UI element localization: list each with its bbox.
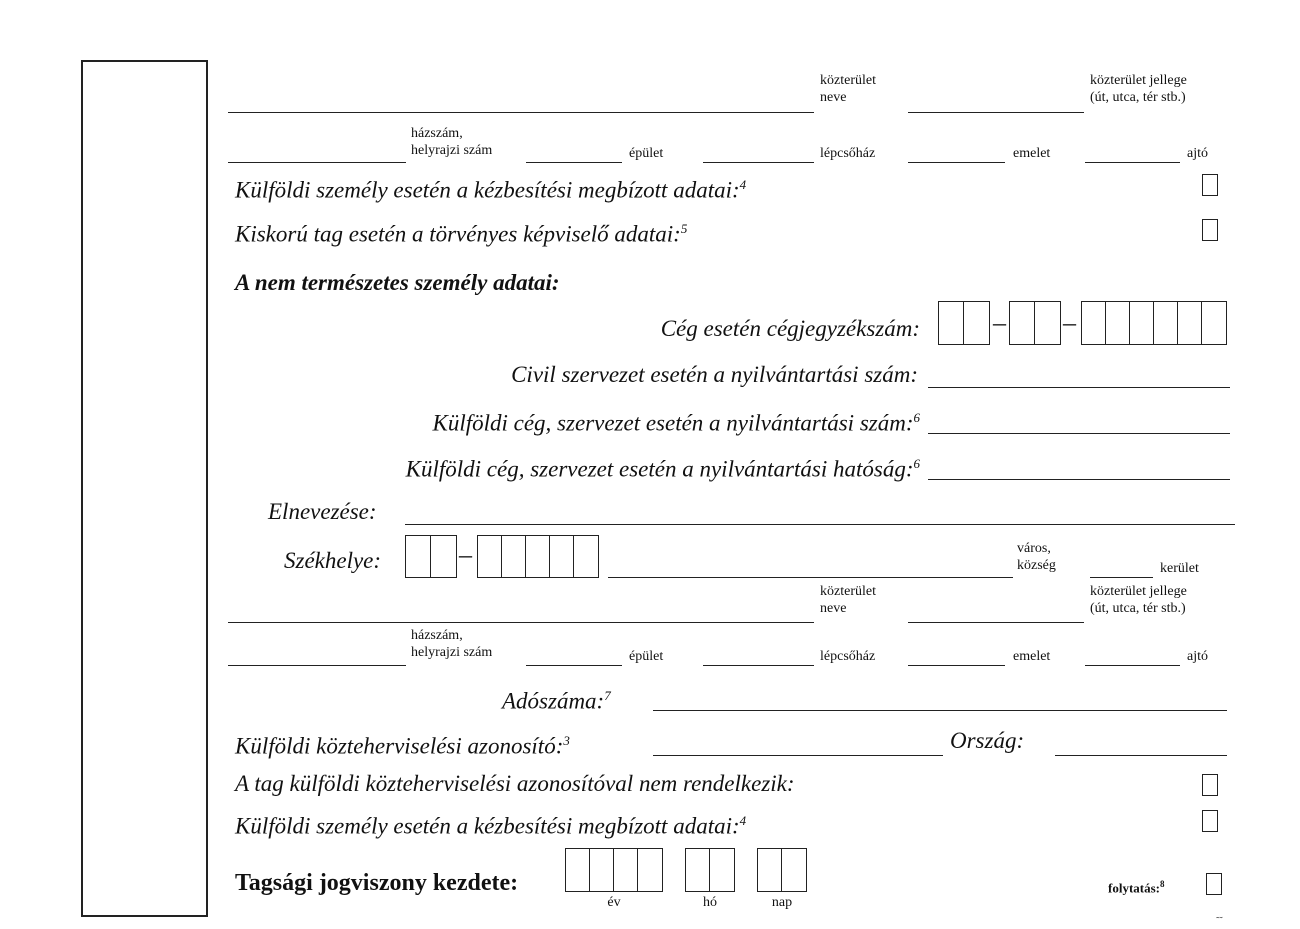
company-reg-number-boxes[interactable]	[1081, 301, 1227, 345]
company-registration-label: Cég esetén cégjegyzékszám:	[660, 316, 920, 341]
foreign-reg-authority-line[interactable]	[928, 479, 1230, 480]
company-reg-form-boxes[interactable]	[1009, 301, 1061, 345]
floor-line-2[interactable]	[908, 665, 1005, 666]
no-foreign-tax-id-label: A tag külföldi közteherviselési azonosítóval nem rendelkezik:	[235, 771, 795, 796]
district-line[interactable]	[1090, 577, 1153, 578]
continuation-checkbox[interactable]	[1206, 873, 1222, 895]
membership-day-boxes[interactable]	[757, 848, 807, 892]
seat-country-boxes[interactable]	[405, 535, 457, 578]
tax-number-line[interactable]	[653, 710, 1227, 711]
floor-line[interactable]	[908, 162, 1005, 163]
delivery-agent-checkbox-2[interactable]	[1202, 810, 1218, 832]
street-name-caption-2: közterület neve	[820, 584, 876, 616]
name-line[interactable]	[405, 524, 1235, 525]
foreign-reg-number-line[interactable]	[928, 433, 1230, 434]
country-line[interactable]	[1055, 755, 1227, 756]
staircase-caption: lépcsőház	[820, 146, 876, 161]
door-caption: ajtó	[1187, 146, 1208, 161]
building-line-2[interactable]	[526, 665, 622, 666]
staircase-line[interactable]	[703, 162, 814, 163]
minor-representative-checkbox[interactable]	[1202, 219, 1218, 241]
street-name-line[interactable]	[228, 112, 814, 113]
tax-number-label: Adószáma:$^7$	[502, 688, 611, 714]
seat-label: Székhelye:	[284, 548, 382, 573]
building-caption-2: épület	[629, 649, 664, 664]
seat-postcode-boxes[interactable]	[477, 535, 599, 578]
year-caption: év	[607, 895, 621, 910]
country-label: Ország:	[950, 728, 1025, 753]
house-number-line[interactable]	[228, 162, 406, 163]
street-type-caption-2: közterület jellege (út, utca, tér stb.)	[1090, 584, 1187, 616]
civil-org-number-label: Civil szervezet esetén a nyilvántartási szám:	[511, 362, 918, 387]
seat-city-line[interactable]	[608, 577, 1013, 578]
legal-entity-heading: A nem természetes személy adatai:	[235, 270, 560, 295]
company-reg-dash-1: –	[993, 308, 1006, 337]
company-reg-court-boxes[interactable]	[938, 301, 990, 345]
foreign-reg-number-label: Külföldi cég, szervezet esetén a nyilvántartási szám:$^6$	[432, 410, 920, 436]
building-line[interactable]	[526, 162, 622, 163]
street-type-line[interactable]	[908, 112, 1084, 113]
door-line-2[interactable]	[1085, 665, 1180, 666]
continuation-label: folytatás:$^8$	[1108, 879, 1165, 896]
staircase-line-2[interactable]	[703, 665, 814, 666]
minor-representative-label: Kiskorú tag esetén a törvényes képviselő adatai:$^5$	[235, 221, 688, 247]
house-number-caption: házszám, helyrajzi szám	[411, 126, 493, 158]
staircase-caption-2: lépcsőház	[820, 649, 876, 664]
building-caption: épület	[629, 146, 664, 161]
house-number-line-2[interactable]	[228, 665, 406, 666]
street-type-line-2[interactable]	[908, 622, 1084, 623]
delivery-agent-checkbox-1[interactable]	[1202, 174, 1218, 196]
margin-box	[81, 60, 208, 917]
door-line[interactable]	[1085, 162, 1180, 163]
no-foreign-tax-id-checkbox[interactable]	[1202, 774, 1218, 796]
street-type-caption: közterület jellege (út, utca, tér stb.)	[1090, 73, 1187, 105]
floor-caption-2: emelet	[1013, 649, 1051, 664]
city-caption: város, község	[1017, 541, 1056, 573]
month-caption: hó	[703, 895, 717, 910]
door-caption-2: ajtó	[1187, 649, 1208, 664]
house-number-caption-2: házszám, helyrajzi szám	[411, 628, 493, 660]
delivery-agent-label-1: Külföldi személy esetén a kézbesítési megbízott adatai:$^4$	[235, 177, 747, 203]
foreign-tax-id-label: Külföldi közteherviselési azonosító:$^3$	[235, 733, 570, 759]
day-caption: nap	[771, 895, 793, 910]
street-name-caption: közterület neve	[820, 73, 876, 105]
district-caption: kerület	[1160, 561, 1199, 576]
delivery-agent-label-2: Külföldi személy esetén a kézbesítési megbízott adatai:$^4$	[235, 813, 747, 839]
membership-month-boxes[interactable]	[685, 848, 735, 892]
company-reg-dash-2: –	[1063, 308, 1076, 337]
civil-org-number-line[interactable]	[928, 387, 1230, 388]
street-name-line-2[interactable]	[228, 622, 814, 623]
foreign-reg-authority-label: Külföldi cég, szervezet esetén a nyilvántartási hatóság:$^6$	[405, 456, 920, 482]
membership-year-boxes[interactable]	[565, 848, 663, 892]
foreign-tax-id-line[interactable]	[653, 755, 943, 756]
membership-start-label: Tagsági jogviszony kezdete:	[235, 870, 519, 896]
seat-dash: –	[459, 540, 472, 569]
page-mark: ˜˜	[1216, 916, 1223, 927]
name-label: Elnevezése:	[268, 499, 377, 524]
floor-caption: emelet	[1013, 146, 1051, 161]
